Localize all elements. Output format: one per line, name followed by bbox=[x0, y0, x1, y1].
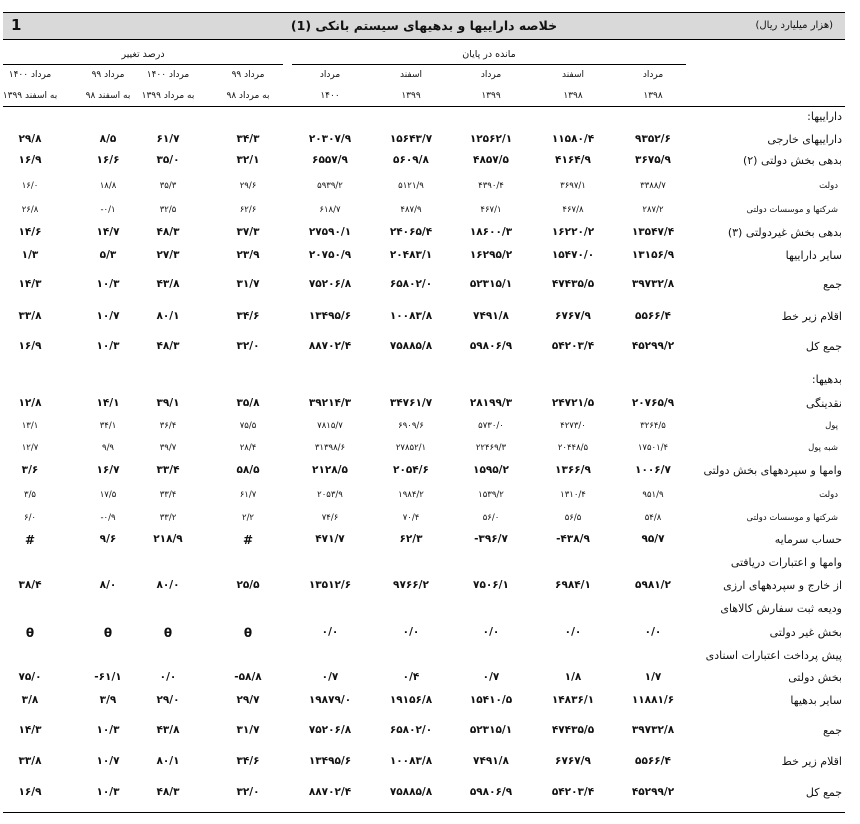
row-label: شرکتها و موسسات دولتی bbox=[746, 205, 838, 215]
table-cell: ۰/۰ bbox=[159, 671, 177, 683]
table-cell: ۱۶۲۲۰/۲ bbox=[551, 226, 595, 238]
table-cell: ۷۴۹۱/۸ bbox=[473, 310, 509, 322]
group-header-change: درصد تغییر bbox=[121, 49, 165, 60]
table-cell: ۱۴/۳ bbox=[18, 724, 42, 736]
table-cell: ۰/۰ bbox=[564, 626, 582, 638]
table-cell: ۲۸۷/۲ bbox=[642, 205, 664, 215]
table-cell: ۱۲۵۶۲/۱ bbox=[469, 133, 513, 145]
page-title: خلاصه داراییها و بدهیهای سیستم بانکی (1) bbox=[290, 18, 558, 33]
row-label: دولت bbox=[819, 181, 838, 191]
table-cell: ۳۱۳۹۸/۶ bbox=[314, 443, 346, 453]
table-cell: ۸۰/۱ bbox=[156, 755, 180, 767]
column-header bbox=[366, 69, 456, 103]
table-cell: ۸۸۷۰۲/۴ bbox=[308, 340, 352, 352]
table-cell: ۱۳۵۴۷/۴ bbox=[631, 226, 675, 238]
table-cell: ۲۰۵۴/۶ bbox=[393, 464, 429, 476]
table-cell: ۱۶/۰ bbox=[21, 181, 39, 191]
table-cell: ۳/۹ bbox=[99, 694, 117, 706]
table-cell: ۲۹/۷ bbox=[236, 694, 260, 706]
table-cell: ۰/۴ bbox=[402, 671, 420, 683]
table-cell: ۲۳/۹ bbox=[236, 249, 260, 261]
table-cell: ۵۲۳۱۵/۱ bbox=[469, 724, 513, 736]
table-cell: ۶/۰ bbox=[24, 513, 36, 523]
column-header-line1: مرداد ۹۹ bbox=[91, 70, 125, 80]
row-label: جمع کل bbox=[805, 340, 842, 353]
column-header-line1: مرداد bbox=[642, 70, 664, 80]
table-cell: ۱/۸ bbox=[564, 671, 582, 683]
table-cell: ۳۶۷۵/۹ bbox=[635, 154, 671, 166]
table-cell: -۰/۹ bbox=[100, 513, 116, 523]
table-cell: ۴۵۲۹۹/۲ bbox=[631, 340, 675, 352]
table-cell: ۹/۹ bbox=[102, 443, 114, 453]
table-cell: ۳۲۶۴/۵ bbox=[640, 421, 666, 431]
table-cell: ۳۸/۴ bbox=[18, 579, 42, 591]
table-cell: ۲۶/۸ bbox=[21, 205, 39, 215]
table-cell: ۳/۶ bbox=[21, 464, 39, 476]
table-cell: θ bbox=[103, 626, 113, 640]
row-label: پول bbox=[825, 421, 838, 431]
table-cell: ۱۶/۹ bbox=[18, 786, 42, 798]
column-header-line2: به اسفند ۹۸ bbox=[85, 91, 131, 101]
table-cell: # bbox=[24, 533, 36, 547]
table-cell: ۱۴/۱ bbox=[96, 397, 120, 409]
row-label: وامها و سپردههای بخش دولتی bbox=[703, 464, 842, 477]
table-cell: ۶۷۶۷/۹ bbox=[555, 310, 591, 322]
table-cell: ۵۴/۸ bbox=[644, 513, 662, 523]
table-cell: ۵۱۲۱/۹ bbox=[398, 181, 424, 191]
table-cell: ۳۳/۸ bbox=[18, 755, 42, 767]
table-cell: ۷۵۰۶/۱ bbox=[473, 579, 509, 591]
table-cell: ۹۳۵۲/۶ bbox=[635, 133, 671, 145]
table-cell: ۱۶/۹ bbox=[18, 340, 42, 352]
table-cell: ۳۶/۴ bbox=[159, 421, 177, 431]
table-cell: ۶۵۸۰۲/۰ bbox=[389, 724, 433, 736]
table-cell: ۲۵/۵ bbox=[236, 579, 260, 591]
table-cell: ۲۹/۸ bbox=[18, 133, 42, 145]
table-cell: ۱۰/۷ bbox=[96, 755, 120, 767]
unit-label: (هزار میلیارد ریال) bbox=[755, 20, 833, 31]
row-label: دولت bbox=[819, 490, 838, 500]
table-cell: ۳۲/۰ bbox=[236, 786, 260, 798]
table-cell: ۲۸۱۹۹/۳ bbox=[469, 397, 513, 409]
column-header-line2: به اسفند ۱۳۹۹ bbox=[2, 91, 58, 101]
table-cell: ۲۸/۴ bbox=[239, 443, 257, 453]
table-cell: ۱۴/۷ bbox=[96, 226, 120, 238]
column-header-line2: ۱۳۹۸ bbox=[643, 91, 663, 101]
table-cell: ۲۷۵۹۰/۱ bbox=[308, 226, 352, 238]
table-cell: ۲۹/۰ bbox=[156, 694, 180, 706]
table-cell: ۶۹۰۹/۶ bbox=[398, 421, 424, 431]
table-cell: ۵۸/۵ bbox=[236, 464, 260, 476]
table-cell: ۳۳/۴ bbox=[156, 464, 180, 476]
row-label: شبه پول bbox=[808, 443, 838, 453]
table-cell: ۱۳۴۹۵/۶ bbox=[308, 755, 352, 767]
table-cell: θ bbox=[243, 626, 253, 640]
group-header-balances: مانده در پایان bbox=[462, 49, 516, 60]
table-cell: ۳۳/۲ bbox=[159, 513, 177, 523]
table-cell: ۳۳۸۸/۷ bbox=[640, 181, 666, 191]
table-cell: ۴۳/۸ bbox=[156, 278, 180, 290]
table-cell: ۴۸۷/۹ bbox=[400, 205, 422, 215]
column-header-line2: ۱۴۰۰ bbox=[320, 91, 340, 101]
table-cell: ۱۹۸۴/۲ bbox=[398, 490, 424, 500]
column-header-line2: ۱۳۹۹ bbox=[401, 91, 421, 101]
table-cell: ۳۵/۸ bbox=[236, 397, 260, 409]
table-cell: ۳۵/۰ bbox=[156, 154, 180, 166]
header-divider bbox=[3, 106, 845, 107]
table-cell: ۱۶/۷ bbox=[96, 464, 120, 476]
row-label: بخش غیر دولتی bbox=[769, 626, 842, 639]
table-cell: ۱۰/۳ bbox=[96, 786, 120, 798]
column-header bbox=[285, 69, 375, 103]
section-heading: داراییها: bbox=[807, 110, 842, 123]
table-cell: ۳۴/۳ bbox=[236, 133, 260, 145]
row-label: داراییهای خارجی bbox=[767, 133, 842, 146]
table-cell: ۲۰۴۴۸/۵ bbox=[557, 443, 589, 453]
table-cell: ۱۸/۸ bbox=[99, 181, 117, 191]
row-label: پیش پرداخت اعتبارات اسنادی bbox=[705, 649, 842, 662]
group-underline-balances bbox=[292, 64, 686, 65]
table-cell: ۳۶۹۷/۱ bbox=[560, 181, 586, 191]
row-label: جمع bbox=[822, 724, 842, 737]
table-cell: ۲۹/۶ bbox=[239, 181, 257, 191]
table-cell: ۳۹۷۳۲/۸ bbox=[631, 724, 675, 736]
table-cell: ۳۳/۴ bbox=[159, 490, 177, 500]
table-cell: ۱۰/۷ bbox=[96, 310, 120, 322]
column-header-line2: به مرداد ۱۳۹۹ bbox=[141, 91, 195, 101]
table-cell: ۵۶/۰ bbox=[482, 513, 500, 523]
table-cell: ۱۰/۳ bbox=[96, 340, 120, 352]
table-cell: ۷۵/۵ bbox=[239, 421, 257, 431]
table-cell: ۴۶۷/۸ bbox=[562, 205, 584, 215]
table-cell: ۷۵۸۸۵/۸ bbox=[389, 786, 433, 798]
table-cell: ۱۹۸۷۹/۰ bbox=[308, 694, 352, 706]
table-cell: ۳۲/۵ bbox=[159, 205, 177, 215]
table-cell: ۴۲۷۳/۰ bbox=[560, 421, 586, 431]
table-cell: ۷۵۲۰۶/۸ bbox=[308, 724, 352, 736]
table-cell: ۳۴/۶ bbox=[236, 755, 260, 767]
table-cell: ۸۰/۰ bbox=[156, 579, 180, 591]
table-cell: ۸۰/۱ bbox=[156, 310, 180, 322]
table-cell: ۵۷۳۰/۰ bbox=[478, 421, 504, 431]
table-cell: ۰/۷ bbox=[482, 671, 500, 683]
table-cell: ۱۴/۶ bbox=[18, 226, 42, 238]
row-label: شرکتها و موسسات دولتی bbox=[746, 513, 838, 523]
table-cell: ۱۵۴۱۰/۵ bbox=[469, 694, 513, 706]
table-cell: ۷۴/۶ bbox=[321, 513, 339, 523]
table-cell: ۴۳/۸ bbox=[156, 724, 180, 736]
table-cell: ۲۷/۳ bbox=[156, 249, 180, 261]
column-header bbox=[528, 69, 618, 103]
table-cell: ۴۶۷/۱ bbox=[480, 205, 502, 215]
table-cell: ۱۸۶۰۰/۳ bbox=[469, 226, 513, 238]
column-header-line1: مرداد ۹۹ bbox=[231, 70, 265, 80]
table-cell: ۲۰۳۰۷/۹ bbox=[308, 133, 352, 145]
table-cell: ۱۲/۸ bbox=[18, 397, 42, 409]
table-cell: ۳۹۲۱۴/۳ bbox=[308, 397, 352, 409]
table-cell: ۷۰/۴ bbox=[402, 513, 420, 523]
table-cell: ۳۹۷۳۲/۸ bbox=[631, 278, 675, 290]
table-cell: ۵۴۲۰۳/۴ bbox=[551, 340, 595, 352]
table-cell: ۳۹/۱ bbox=[156, 397, 180, 409]
column-header bbox=[0, 69, 75, 103]
table-cell: ۳۱/۷ bbox=[236, 278, 260, 290]
table-cell: ۱۰۰۶/۷ bbox=[635, 464, 671, 476]
table-cell: ۱۹۱۵۶/۸ bbox=[389, 694, 433, 706]
table-cell: ۵۶۰۹/۸ bbox=[393, 154, 429, 166]
table-cell: -۵۸/۸ bbox=[234, 671, 262, 683]
table-cell: ۰/۰ bbox=[644, 626, 662, 638]
table-cell: ۱۲/۷ bbox=[21, 443, 39, 453]
table-cell: ۵۹۸۰۶/۹ bbox=[469, 340, 513, 352]
column-header-line2: ۱۳۹۸ bbox=[563, 91, 583, 101]
table-cell: ۶۱/۷ bbox=[156, 133, 180, 145]
column-header-line1: اسفند bbox=[399, 70, 423, 80]
table-cell: ۴۸/۳ bbox=[156, 340, 180, 352]
table-cell: ۵۲۳۱۵/۱ bbox=[469, 278, 513, 290]
table-cell: ۵۹۳۹/۲ bbox=[317, 181, 343, 191]
table-cell: ۳۴/۶ bbox=[236, 310, 260, 322]
table-cell: ۵۴۲۰۳/۴ bbox=[551, 786, 595, 798]
table-cell: -۳۹۶/۷ bbox=[474, 533, 508, 545]
column-header-line1: مرداد bbox=[480, 70, 502, 80]
table-cell: ۲۱۸/۹ bbox=[153, 533, 183, 545]
table-cell: ۶۷۶۷/۹ bbox=[555, 755, 591, 767]
table-cell: ۳/۸ bbox=[21, 694, 39, 706]
row-label: بدهی بخش غیردولتی (۳) bbox=[727, 226, 842, 239]
table-cell: ۹/۶ bbox=[99, 533, 117, 545]
row-label: از خارج و سپردههای ارزی bbox=[723, 579, 842, 592]
table-cell: ۲۰۷۶۵/۹ bbox=[631, 397, 675, 409]
table-cell: ۰/۰ bbox=[402, 626, 420, 638]
table-cell: ۶۵۵۷/۹ bbox=[312, 154, 348, 166]
table-cell: ۸/۵ bbox=[99, 133, 117, 145]
table-cell: -۰/۱ bbox=[100, 205, 116, 215]
table-cell: ۱۵۴۷۰/۰ bbox=[551, 249, 595, 261]
table-cell: ۲/۲ bbox=[242, 513, 254, 523]
table-cell: ۷۴۹۱/۸ bbox=[473, 755, 509, 767]
table-cell: ۳۲/۱ bbox=[236, 154, 260, 166]
table-cell: -۴۳۸/۹ bbox=[556, 533, 590, 545]
table-cell: ۵/۳ bbox=[99, 249, 117, 261]
table-cell: ۴۳۹۰/۴ bbox=[478, 181, 504, 191]
table-cell: θ bbox=[25, 626, 35, 640]
section-heading: بدهیها: bbox=[811, 373, 842, 386]
row-label: اقلام زیر خط bbox=[781, 310, 842, 323]
table-cell: ۴۸/۳ bbox=[156, 226, 180, 238]
table-cell: ۳۷/۳ bbox=[236, 226, 260, 238]
table-cell: ۱۷۵۰۱/۴ bbox=[637, 443, 669, 453]
table-cell: ۵۵۶۶/۴ bbox=[635, 755, 671, 767]
table-cell: ۳۹/۷ bbox=[159, 443, 177, 453]
table-cell: ۶۵۸۰۲/۰ bbox=[389, 278, 433, 290]
table-cell: ۵۹۸۱/۲ bbox=[635, 579, 671, 591]
table-cell: ۸/۰ bbox=[99, 579, 117, 591]
column-header-line1: مرداد ۱۴۰۰ bbox=[8, 70, 52, 80]
table-cell: ۱/۷ bbox=[644, 671, 662, 683]
table-cell: ۱۰/۳ bbox=[96, 278, 120, 290]
table-cell: ۲۰۷۵۰/۹ bbox=[308, 249, 352, 261]
table-cell: ۱۷/۵ bbox=[99, 490, 117, 500]
table-cell: ۴۸/۳ bbox=[156, 786, 180, 798]
column-header bbox=[446, 69, 536, 103]
table-cell: ۱/۳ bbox=[21, 249, 39, 261]
table-cell: ۹۵۱/۹ bbox=[642, 490, 664, 500]
column-header bbox=[63, 69, 153, 103]
column-header bbox=[608, 69, 698, 103]
table-cell: ۱۳۵۱۲/۶ bbox=[308, 579, 352, 591]
table-cell: ۳۱/۷ bbox=[236, 724, 260, 736]
table-cell: ۷۵۸۸۵/۸ bbox=[389, 340, 433, 352]
table-cell: ۳۳/۸ bbox=[18, 310, 42, 322]
table-cell: ۲۰۴۸۳/۱ bbox=[389, 249, 433, 261]
table-cell: ۱۴/۳ bbox=[18, 278, 42, 290]
column-header-line1: مرداد bbox=[319, 70, 341, 80]
row-label: حساب سرمایه bbox=[774, 533, 842, 546]
table-cell: ۱۳۱۵۶/۹ bbox=[631, 249, 675, 261]
table-cell: ۴۵۲۹۹/۲ bbox=[631, 786, 675, 798]
table-cell: ۱۳۶۶/۹ bbox=[555, 464, 591, 476]
table-cell: ۲۱۲۸/۵ bbox=[312, 464, 348, 476]
table-cell: # bbox=[242, 533, 254, 547]
table-cell: ۶۱/۷ bbox=[239, 490, 257, 500]
table-cell: ۴۷۴۳۵/۵ bbox=[551, 278, 595, 290]
table-cell: ۱۶/۹ bbox=[18, 154, 42, 166]
table-number: 1 bbox=[11, 16, 22, 34]
row-label: سایر بدهیها bbox=[790, 694, 842, 707]
table-cell: ۷۵/۰ bbox=[18, 671, 42, 683]
column-header-line1: مرداد ۱۴۰۰ bbox=[146, 70, 190, 80]
table-cell: ۱۱۵۸۰/۴ bbox=[551, 133, 595, 145]
table-cell: ۷۵۲۰۶/۸ bbox=[308, 278, 352, 290]
table-cell: ۳/۵ bbox=[24, 490, 36, 500]
table-cell: ۱۶۲۹۵/۲ bbox=[469, 249, 513, 261]
table-cell: θ bbox=[163, 626, 173, 640]
table-cell: ۶۲/۳ bbox=[399, 533, 423, 545]
table-cell: ۴۸۵۷/۵ bbox=[473, 154, 509, 166]
row-label: اقلام زیر خط bbox=[781, 755, 842, 768]
table-cell: ۲۷۸۵۲/۱ bbox=[395, 443, 427, 453]
row-label: وامها و اعتبارات دریافتی bbox=[730, 556, 842, 569]
table-cell: ۱۰۰۸۳/۸ bbox=[389, 755, 433, 767]
table-cell: ۲۲۴۶۹/۳ bbox=[475, 443, 507, 453]
row-label: جمع کل bbox=[805, 786, 842, 799]
table-cell: ۱۱۸۸۱/۶ bbox=[631, 694, 675, 706]
table-cell: ۱۳/۱ bbox=[21, 421, 39, 431]
table-cell: ۱۶/۶ bbox=[96, 154, 120, 166]
table-cell: ۳۵/۳ bbox=[159, 181, 177, 191]
table-cell: ۰/۷ bbox=[321, 671, 339, 683]
table-bottom-rule bbox=[3, 812, 845, 813]
row-label: ودیعه ثبت سفارش کالاهای bbox=[720, 602, 842, 615]
title-bar bbox=[3, 12, 845, 40]
table-cell: ۶۱۸/۷ bbox=[319, 205, 341, 215]
group-underline-change bbox=[3, 64, 283, 65]
table-cell: ۴۱۶۴/۹ bbox=[555, 154, 591, 166]
row-label: بدهی بخش دولتی (۲) bbox=[742, 154, 842, 167]
table-cell: ۹۵/۷ bbox=[641, 533, 665, 545]
table-cell: ۱۵۶۴۳/۷ bbox=[389, 133, 433, 145]
column-header-line1: اسفند bbox=[561, 70, 585, 80]
column-header-line2: به مرداد ۹۸ bbox=[226, 91, 270, 101]
table-cell: -۶۱/۱ bbox=[94, 671, 122, 683]
table-cell: ۳۴۷۶۱/۷ bbox=[389, 397, 433, 409]
table-cell: ۱۰۰۸۳/۸ bbox=[389, 310, 433, 322]
table-cell: ۴۷۱/۷ bbox=[315, 533, 345, 545]
row-label: سایر داراییها bbox=[785, 249, 842, 262]
table-cell: ۶۲/۶ bbox=[239, 205, 257, 215]
table-cell: ۶۹۸۴/۱ bbox=[555, 579, 591, 591]
table-cell: ۲۰۵۳/۹ bbox=[317, 490, 343, 500]
table-cell: ۱۰/۳ bbox=[96, 724, 120, 736]
table-cell: ۴۷۴۳۵/۵ bbox=[551, 724, 595, 736]
table-cell: ۸۸۷۰۲/۴ bbox=[308, 786, 352, 798]
row-label: نقدینگی bbox=[805, 397, 842, 410]
table-cell: ۲۴۰۶۵/۴ bbox=[389, 226, 433, 238]
table-cell: ۱۳۴۹۵/۶ bbox=[308, 310, 352, 322]
table-cell: ۱۴۸۳۶/۱ bbox=[551, 694, 595, 706]
row-label: بخش دولتی bbox=[788, 671, 842, 684]
table-cell: ۳۴/۱ bbox=[99, 421, 117, 431]
row-label: جمع bbox=[822, 278, 842, 291]
column-header-line2: ۱۳۹۹ bbox=[481, 91, 501, 101]
table-cell: ۹۷۶۶/۲ bbox=[393, 579, 429, 591]
table-cell: ۵۹۸۰۶/۹ bbox=[469, 786, 513, 798]
table-cell: ۷۸۱۵/۷ bbox=[317, 421, 343, 431]
table-cell: ۳۲/۰ bbox=[236, 340, 260, 352]
column-header bbox=[203, 69, 293, 103]
table-cell: ۰/۰ bbox=[321, 626, 339, 638]
table-cell: ۱۳۱۰/۴ bbox=[560, 490, 586, 500]
table-cell: ۰/۰ bbox=[482, 626, 500, 638]
table-cell: ۱۵۹۵/۲ bbox=[473, 464, 509, 476]
table-cell: ۵۵۶۶/۴ bbox=[635, 310, 671, 322]
table-cell: ۵۶/۵ bbox=[564, 513, 582, 523]
table-cell: ۲۴۷۲۱/۵ bbox=[551, 397, 595, 409]
table-cell: ۱۵۳۹/۲ bbox=[478, 490, 504, 500]
